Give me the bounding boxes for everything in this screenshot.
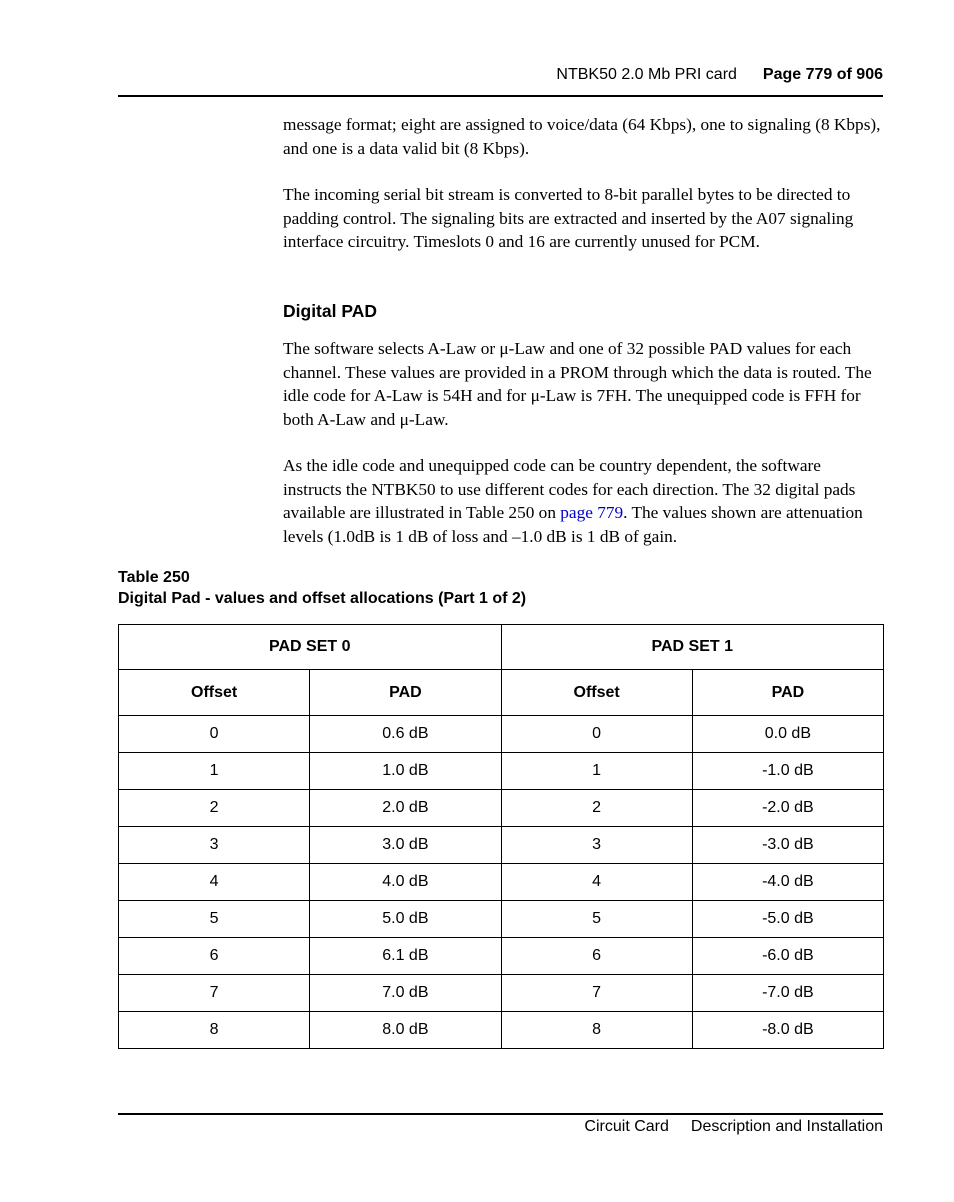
table-cell: 3.0 dB	[310, 827, 501, 864]
group-header-pad-set-0: PAD SET 0	[119, 625, 502, 670]
table-cell: 8	[119, 1012, 310, 1049]
table-row	[119, 753, 884, 790]
section-heading-digital-pad: Digital PAD	[283, 301, 377, 321]
table-cell: -2.0 dB	[692, 790, 883, 827]
table-cell: 8.0 dB	[310, 1012, 501, 1049]
table-row	[119, 975, 884, 1012]
table-row	[119, 938, 884, 975]
page-link[interactable]: page 779	[560, 503, 624, 522]
footer-rule	[118, 1113, 883, 1115]
page-number: Page 779 of 906	[762, 66, 883, 83]
table-cell: 2	[501, 790, 692, 827]
table-cell: -4.0 dB	[692, 864, 883, 901]
table-row	[119, 790, 884, 827]
table-row	[119, 716, 884, 753]
table-cell: 1.0 dB	[310, 753, 501, 790]
table-cell: 6	[119, 938, 310, 975]
table-cell: 7	[501, 975, 692, 1012]
table-row	[119, 864, 884, 901]
table-caption-number: Table 250	[118, 569, 190, 586]
table-cell: 6	[501, 938, 692, 975]
paragraph-text-end: . The values shown are attenuation levels (1.0dB is 1 dB of loss and –1.0 dB is 1 dB of gain.	[283, 503, 863, 546]
table-cell: -5.0 dB	[692, 901, 883, 938]
table-cell: -1.0 dB	[692, 753, 883, 790]
table-cell: -8.0 dB	[692, 1012, 883, 1049]
paragraph-text-start: As the idle code and unequipped code can be country dependent, the software instructs the NTBK50 to use different codes for each direction. The 32 digital pads available are illustrated in Table 250 on	[283, 456, 856, 522]
table-cell: 1	[119, 753, 310, 790]
page-footer	[584, 1118, 883, 1136]
table-cell: 0	[501, 716, 692, 753]
header-rule	[118, 95, 883, 97]
footer-right: Description and Installation	[690, 1118, 883, 1135]
doc-title: NTBK50 2.0 Mb PRI card	[556, 66, 737, 83]
digital-pad-table	[118, 624, 884, 1049]
header-text	[556, 66, 883, 84]
paragraph-serial-bit-stream: The incoming serial bit stream is converted to 8-bit parallel bytes to be directed to padding control. The signaling bits are extracted and inserted by the A07 signaling interface circuitry. Timeslots 0 and 16 are currently unused for PCM.	[283, 185, 854, 251]
column-header-pad: PAD	[692, 670, 883, 716]
table-cell: -7.0 dB	[692, 975, 883, 1012]
table-caption-title: Digital Pad - values and offset allocations (Part 1 of 2)	[118, 590, 527, 607]
table-cell: 3	[119, 827, 310, 864]
table-cell: 4	[119, 864, 310, 901]
table-cell: 5	[501, 901, 692, 938]
table-row	[119, 1012, 884, 1049]
table-cell: 2	[119, 790, 310, 827]
table-cell: 0.6 dB	[310, 716, 501, 753]
table-group-header-row	[119, 625, 884, 670]
table-cell: 4	[501, 864, 692, 901]
table-cell: 3	[501, 827, 692, 864]
table-column-header-row	[119, 670, 884, 716]
column-header-pad: PAD	[310, 670, 501, 716]
table-row	[119, 901, 884, 938]
paragraph-message-format: message format; eight are assigned to voice/data (64 Kbps), one to signaling (8 Kbps), and one is a data valid bit (8 Kbps).	[283, 115, 881, 158]
table-cell: 4.0 dB	[310, 864, 501, 901]
column-header-offset: Offset	[501, 670, 692, 716]
paragraph-idle-code	[283, 454, 883, 548]
column-header-offset: Offset	[119, 670, 310, 716]
paragraph-pad-values: The software selects A-Law or μ-Law and one of 32 possible PAD values for each channel. These values are provided in a PROM through which the data is routed. The idle code for A-Law is 54H and for μ-Law is 7FH. The unequipped code is FFH for both A-Law and μ-Law.	[283, 339, 872, 429]
table-cell: 2.0 dB	[310, 790, 501, 827]
footer-left: Circuit Card	[584, 1118, 669, 1135]
table-cell: 6.1 dB	[310, 938, 501, 975]
table-cell: 5.0 dB	[310, 901, 501, 938]
group-header-pad-set-1: PAD SET 1	[501, 625, 884, 670]
page-header	[118, 66, 883, 88]
table-cell: 5	[119, 901, 310, 938]
table-cell: 7	[119, 975, 310, 1012]
table-cell: 0.0 dB	[692, 716, 883, 753]
table-cell: -3.0 dB	[692, 827, 883, 864]
table-cell: 7.0 dB	[310, 975, 501, 1012]
table-cell: -6.0 dB	[692, 938, 883, 975]
table-cell: 0	[119, 716, 310, 753]
table-row	[119, 827, 884, 864]
table-cell: 1	[501, 753, 692, 790]
table-cell: 8	[501, 1012, 692, 1049]
